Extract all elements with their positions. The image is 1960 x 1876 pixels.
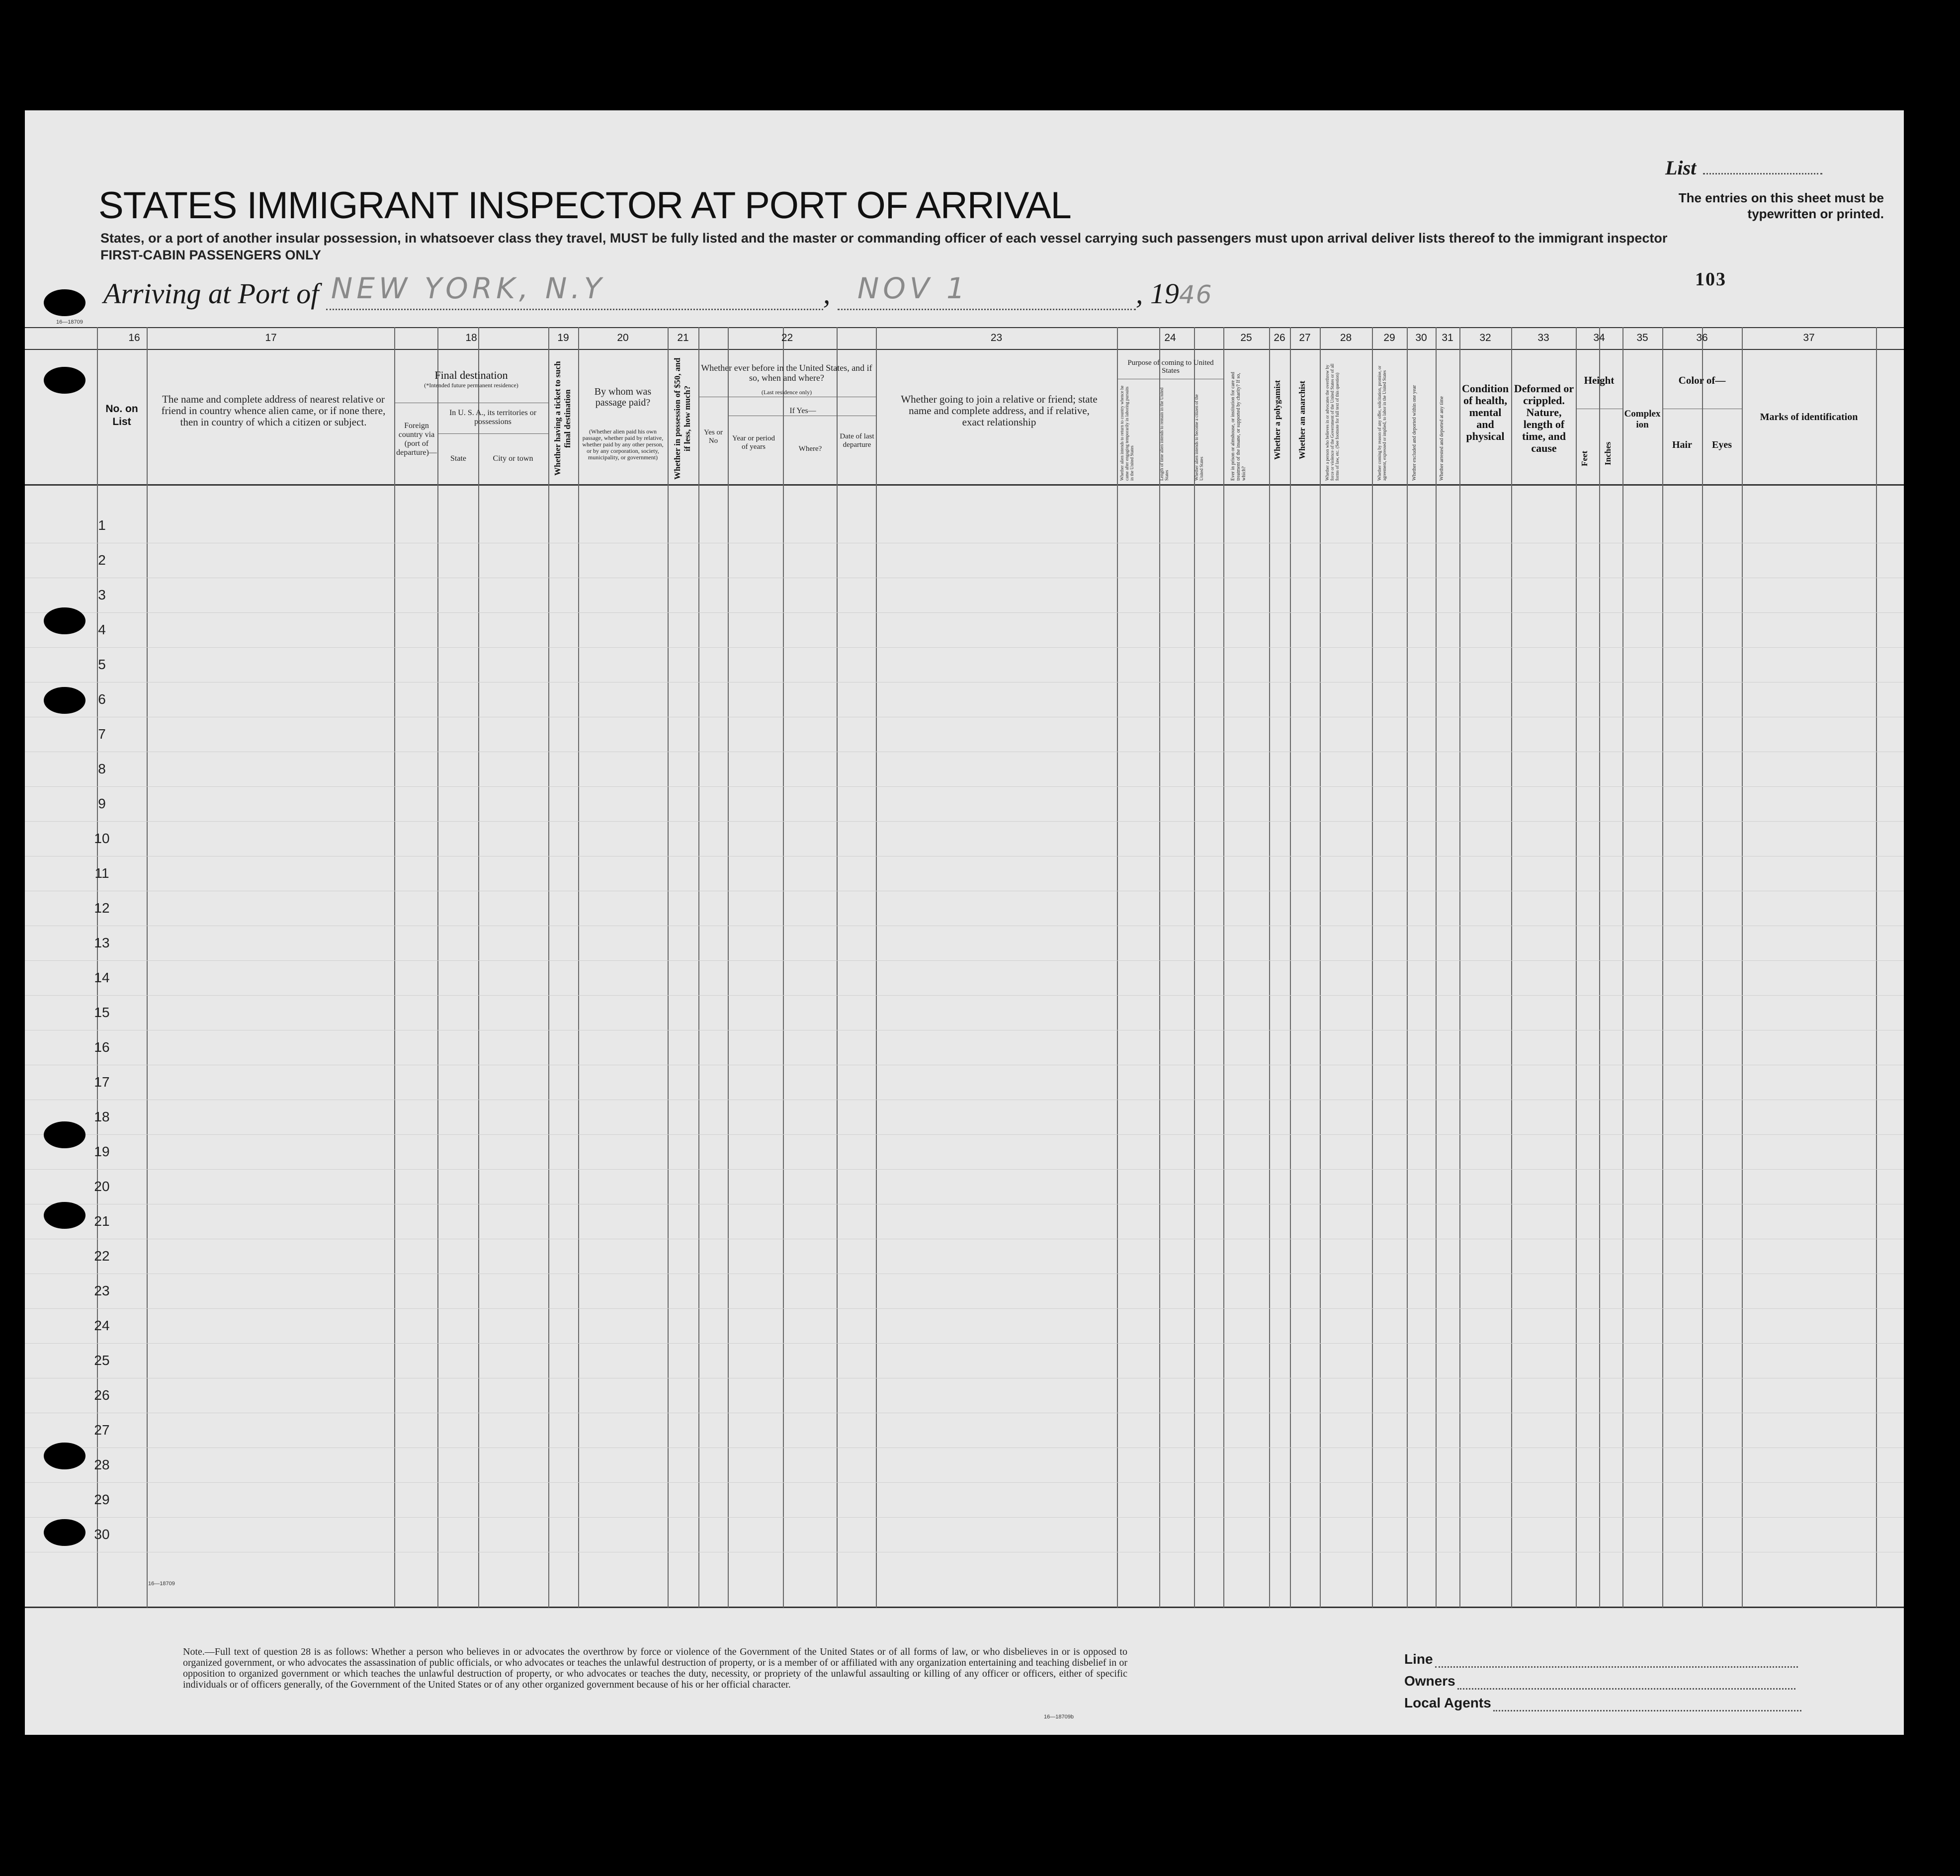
punch-hole [44,687,85,714]
column-divider [1290,327,1291,1608]
form-number-bottom: 16—18709 [148,1581,175,1587]
agents-label: Local Agents [1404,1695,1491,1710]
row-line [25,995,1904,996]
column-divider [1372,327,1373,1608]
row-number: 25 [94,1353,110,1368]
agents-input[interactable] [1493,1701,1801,1711]
col-22-ifyes: If Yes— [789,407,816,415]
col-33-header: Deformed or crippled. Nature, length of time, and cause [1514,382,1574,454]
column-divider [1436,327,1437,1608]
col-36-eyes: Eyes [1712,439,1732,450]
col-20-note: (Whether alien paid his own passage, whether paid by relative, whether paid by any other person, or by any corporation, society, municipality, or government) [582,428,664,461]
manifest-sheet [25,110,1904,1735]
line-label: Line [1404,1651,1433,1667]
row-number: 28 [94,1457,110,1472]
col-22-header: Whether ever before in the United States, and if so, when and where? [701,363,872,383]
punch-hole [44,1443,85,1469]
line-field [1404,1651,1817,1668]
column-divider [548,327,549,1608]
col-16-number: 16 [128,332,140,343]
col-24-header: Purpose of coming to United States [1127,359,1214,375]
col-36-hair: Hair [1672,439,1692,450]
col-24-number: 24 [1164,332,1176,343]
column-divider [1662,327,1663,1608]
col-34-number: 34 [1593,332,1605,343]
row-number: 10 [94,831,110,846]
column-divider [1320,327,1321,1608]
col-29-number: 29 [1383,332,1395,343]
col-24-return: Whether alien intends to return to country whence he came after engaging temporarily in laboring pursuits in the United States [1119,385,1134,481]
agents-field [1404,1695,1817,1711]
form-number-top: 16—18709 [56,319,83,325]
row-line [25,1308,1904,1309]
row-line [25,1517,1904,1518]
row-number: 27 [94,1422,110,1438]
arriving-line: Arriving at Port of NEW YORK, N.Y , NOV 1 , 1946 [103,271,1213,310]
column-divider [578,327,579,1608]
col-30-number: 30 [1415,332,1427,343]
column-divider [394,327,395,1608]
col-26-header: Whether a polygamist [1273,380,1282,460]
row-number: 6 [98,691,106,707]
col-18-state: State [450,454,466,463]
column-divider [1622,327,1623,1608]
row-line [25,821,1904,822]
column-divider [1876,327,1877,1608]
col-35-number: 35 [1636,332,1648,343]
col-29-header: Whether coming by reason of any offer, solicitation, promise, or agreement, expressed or implied, to labor in the United States [1377,365,1387,481]
col-22-note: (Last residence only) [761,389,812,396]
punch-hole [44,1202,85,1229]
col-22-year: Year or period of years [732,434,775,451]
col-28-number: 28 [1340,332,1352,343]
row-line [25,647,1904,648]
page-title: STATES IMMIGRANT INSPECTOR AT PORT OF ARRIVAL [98,184,1071,227]
col-18-foreign: Foreign country via (port of departure)— [396,422,437,457]
row-line [25,1169,1904,1170]
col-33-number: 33 [1537,332,1549,343]
col-22-date: Date of last departure [840,432,874,449]
column-divider [1194,327,1195,1608]
col-34-header: Height [1584,374,1615,386]
column-divider [478,327,479,1608]
row-number: 3 [98,587,106,602]
col-27-number: 27 [1299,332,1311,343]
column-divider [1459,327,1460,1608]
note-form-number: 16—18709b [1044,1714,1074,1720]
column-divider [1223,327,1224,1608]
column-divider [728,327,729,1608]
col-18-city: City or town [493,454,533,463]
col-31-number: 31 [1442,332,1453,343]
col-34-inches: Inches [1603,441,1613,465]
column-divider [668,327,669,1608]
year-printed: 19 [1150,277,1179,310]
col-24-length: Length of time alien intends to remain in the United States [1159,387,1169,481]
col-18-header: Final destination [434,369,508,381]
row-line [25,1134,1904,1135]
arriving-label: Arriving at Port of [103,277,319,310]
row-line [25,612,1904,613]
date-handwritten: NOV 1 [857,271,969,305]
row-number: 17 [94,1074,110,1090]
col-35-header: Complexion [1624,409,1661,430]
col-23-header: Whether going to join a relative or friend; state name and complete address, and if relative, exact relationship [901,393,1098,428]
col-32-number: 32 [1479,332,1491,343]
row-number: 1 [98,517,106,533]
column-divider [1702,327,1703,1608]
row-line [25,960,1904,961]
column-divider [147,327,148,1608]
col-37-number: 37 [1803,332,1815,343]
col-21-number: 21 [677,332,689,343]
page-number: 103 [1695,269,1726,290]
row-number: 8 [98,761,106,776]
row-number: 23 [94,1283,110,1298]
row-number: 29 [94,1492,110,1507]
entries-note: The entries on this sheet must be typewritten or printed. [1678,190,1884,221]
column-divider [1576,327,1577,1608]
passenger-class: FIRST-CABIN PASSENGERS ONLY [100,248,322,262]
col-36-header: Color of— [1678,374,1726,386]
col-17-header: The name and complete address of nearest relative or friend in country whence alien came, or if none there, then in country of which a citizen or subject. [161,393,386,428]
col-24-citizen: Whether alien intends to become a citizen of the United States [1194,394,1204,481]
row-number: 19 [94,1144,110,1159]
subtitle: States, or a port of another insular possession, in whatsoever class they travel, MUST be fully listed and the master or commanding officer of each vessel carrying such passengers must upon arrival deliver lists thereof to the immigrant inspector [100,231,1668,246]
col-32-header: Condition of health, mental and physical [1461,382,1509,442]
row-line [25,1482,1904,1483]
col-19-number: 19 [557,332,569,343]
column-divider [1511,327,1512,1608]
owners-label: Owners [1404,1673,1455,1689]
list-label: List [1665,156,1822,179]
col-18-usa: In U. S. A., its territories or possessions [449,409,537,426]
port-handwritten: NEW YORK, N.Y [331,271,606,305]
col-20-header: By whom was passage paid? [594,386,652,408]
column-divider [1742,327,1743,1608]
footnote-q28: Note.—Full text of question 28 is as follows: Whether a person who believes in or advocates the overthrow by force or violence of the Government of the United States or of all forms of law, or who disbelieves in or is opposed to organized government, or who advocates the assassination of public officials, or who advocates or teaches the unlawful destruction of property, or is a member of or affiliated with any organization entertaining and teaching disbelief in or opposition to organized government or which teaches the unlawful destruction of property, or who advocates or teaches the duty, necessity, or propriety of the unlawful assaulting or killing of any officer or officers, either of specific individuals or of officers generally, of the Government of the United States or of any other organized government because of his or her official character. [183,1646,1127,1690]
col-34-feet: Feet [1580,450,1589,466]
col-21-header: Whether in possession of $50, and if less, how much? [673,357,692,480]
col-30-header: Whether excluded and deported within one year [1412,385,1417,481]
column-divider [1117,327,1118,1608]
col-19-header: Whether having a ticket to such final destination [553,361,572,476]
row-number: 2 [98,552,106,568]
col-22-where: Where? [798,445,822,453]
column-divider [1599,327,1600,1608]
col-28-header: Whether a person who believes in or advocates the overthrow by force or violence of the Government of the United States or of all forms of law, etc. (See footnote for full text of this question) [1325,363,1340,481]
row-number: 9 [98,796,106,811]
col-31-header: Whether arrested and deported at any time [1439,396,1445,481]
owners-field [1404,1673,1817,1690]
column-divider [1407,327,1408,1608]
punch-hole [44,1121,85,1148]
row-number: 4 [98,622,106,637]
column-divider [1269,327,1270,1608]
punch-hole [44,289,85,316]
row-number: 11 [94,865,109,881]
row-number: 16 [94,1039,110,1055]
row-number: 14 [94,970,110,985]
column-divider [698,327,699,1608]
col-23-number: 23 [990,332,1003,343]
row-number: 22 [94,1248,110,1264]
punch-hole [44,367,85,394]
column-divider [437,327,438,1608]
year-handwritten: 46 [1179,280,1213,309]
col-16-header: No. on List [105,403,138,427]
col-22-number: 22 [781,332,793,343]
col-17-number: 17 [265,332,277,343]
col-27-header: Whether an anarchist [1297,380,1307,459]
col-20-number: 20 [617,332,629,343]
row-number: 30 [94,1527,110,1542]
column-divider [837,327,838,1608]
col-22-yes-no: Yes or No [703,428,723,445]
row-number: 15 [94,1005,110,1020]
row-number: 13 [94,935,110,950]
punch-hole [44,1519,85,1546]
row-number: 7 [98,726,106,742]
column-divider [1159,327,1160,1608]
col-36-number: 36 [1696,332,1708,343]
row-number: 18 [94,1109,110,1124]
row-number: 26 [94,1387,110,1403]
row-number: 12 [94,900,110,916]
punch-hole [44,607,85,634]
line-input[interactable] [1435,1657,1798,1668]
row-number: 5 [98,657,106,672]
column-divider [876,327,877,1608]
col-25-header: Ever in prison or almshouse, or institution for care and treatment of the insane, or supported by charity? If so, which? [1230,372,1247,481]
row-line [25,786,1904,787]
owners-input[interactable] [1457,1679,1795,1690]
row-number: 21 [94,1213,110,1229]
row-number: 20 [94,1179,110,1194]
row-line [25,1343,1904,1344]
column-divider [783,327,784,1608]
col-18-note: (*Intended future permanent residence) [424,382,518,389]
col-25-number: 25 [1240,332,1252,343]
row-number: 24 [94,1318,110,1333]
col-37-header: Marks of identification [1760,412,1858,423]
col-18-number: 18 [465,332,477,343]
col-26-number: 26 [1274,332,1285,343]
